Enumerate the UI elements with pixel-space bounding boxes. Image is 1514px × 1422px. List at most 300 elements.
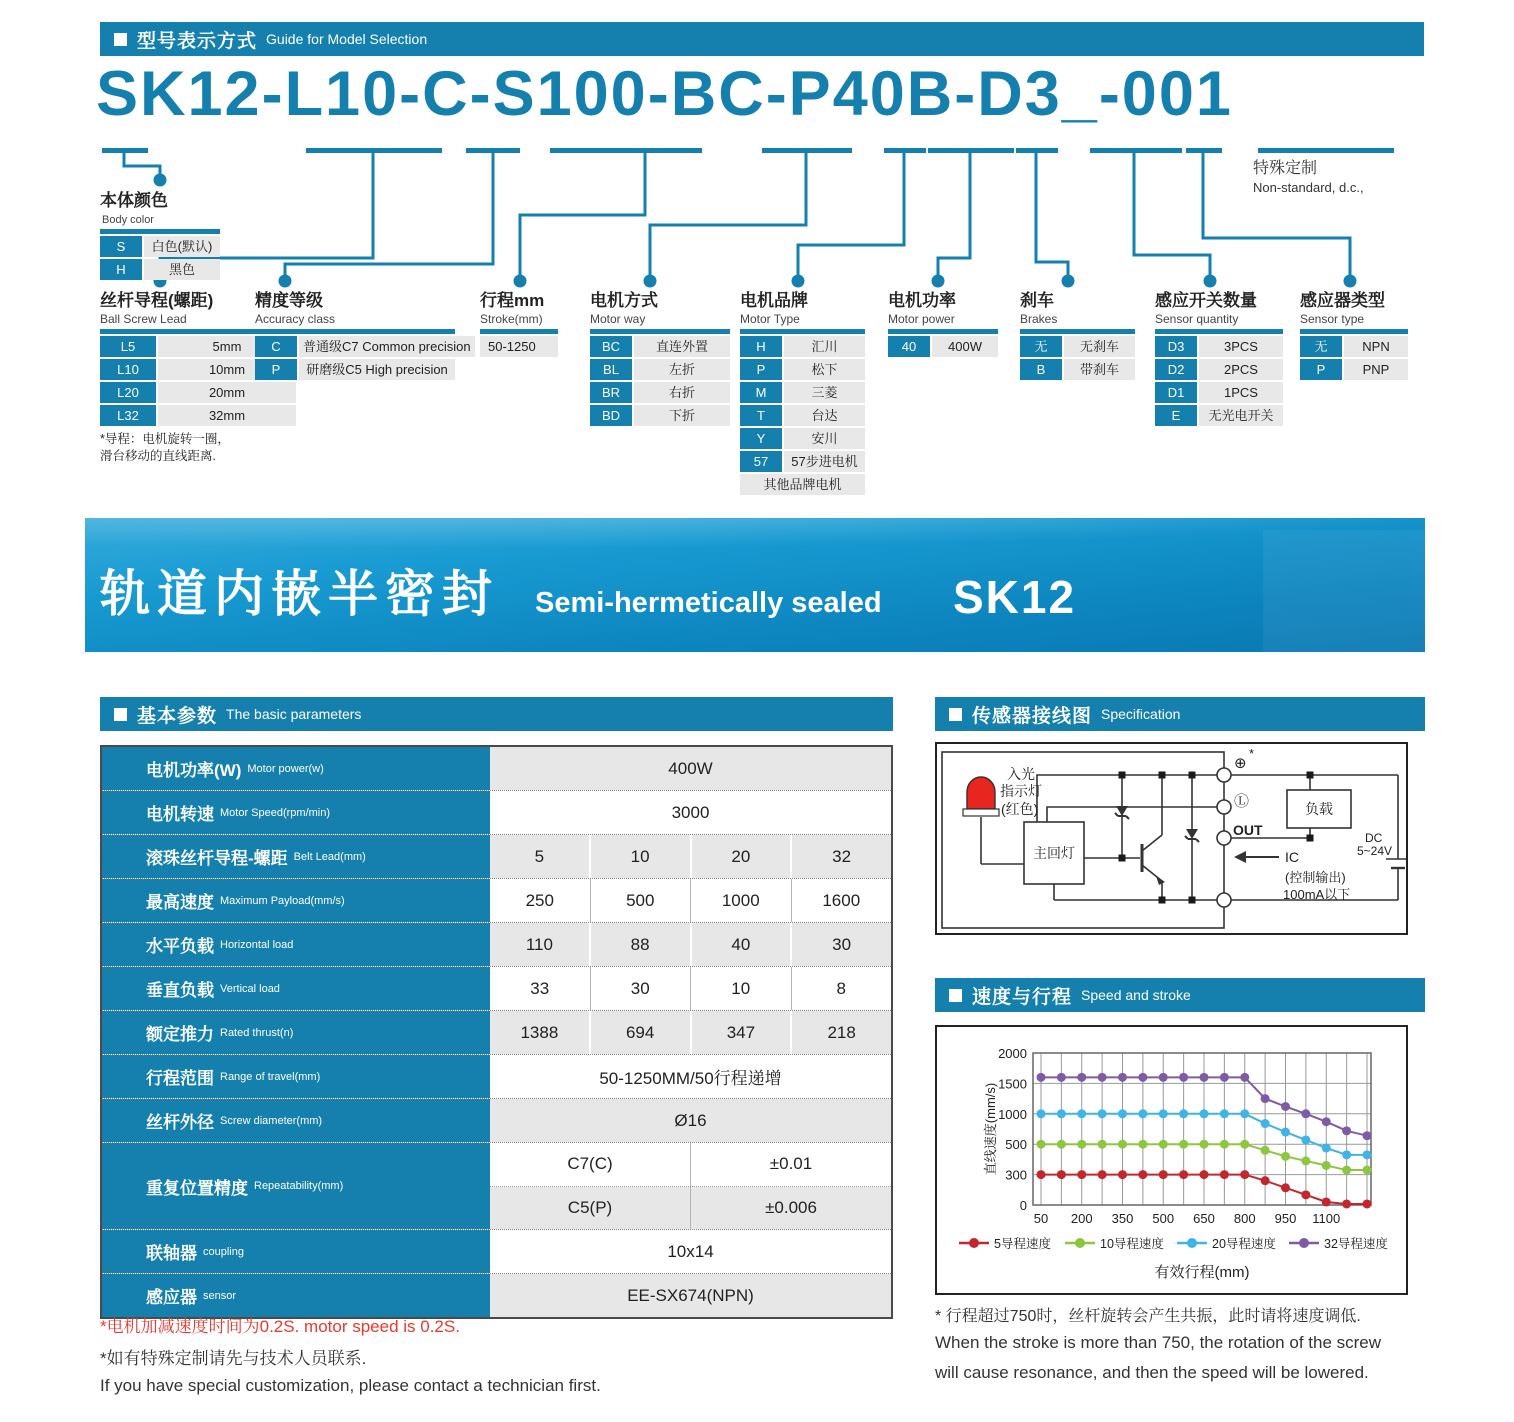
x-tick-label: 200 (1070, 1211, 1093, 1226)
params-value-cell: 110 (490, 923, 589, 966)
params-values (490, 835, 891, 878)
params-value-cell: 50-1250MM/50行程递增 (490, 1055, 891, 1098)
params-value-cell: ±0.006 (690, 1187, 891, 1230)
option-code-cell: H (100, 259, 142, 280)
option-label-cell: 黑色 (144, 259, 220, 280)
data-point (1057, 1109, 1066, 1118)
params-value-cell: EE-SX674(NPN) (490, 1274, 891, 1317)
params-label-en: Repeatability(mm) (254, 1180, 344, 1192)
data-point (1301, 1135, 1310, 1144)
data-point (1363, 1166, 1372, 1175)
option-table-topbar (1155, 329, 1283, 334)
y-axis-title: 直线速度(mm/s) (983, 1082, 998, 1176)
params-subrow (490, 1186, 891, 1230)
params-value-cell: 1600 (791, 879, 892, 922)
current-limit-label: 100mA以下 (1283, 887, 1351, 902)
params-label-en: coupling (203, 1245, 244, 1258)
params-label-en: Rated thrust(n) (220, 1026, 294, 1039)
params-row-label (102, 747, 490, 790)
params-label-zh: 水平负载 (146, 937, 214, 956)
data-point (1098, 1109, 1107, 1118)
option-table-accuracy-class (255, 286, 471, 380)
data-point (1301, 1109, 1310, 1118)
data-point (1057, 1140, 1066, 1149)
data-point (1261, 1146, 1270, 1155)
params-value-cell: 1000 (690, 879, 791, 922)
option-label-cell: NPN (1344, 336, 1408, 357)
params-values (490, 1230, 891, 1273)
option-label-cell: 400W (932, 336, 998, 357)
option-code-cell: L32 (100, 405, 156, 426)
data-point (1200, 1140, 1209, 1149)
option-table-motor-type (740, 286, 865, 495)
params-value-cell: 1388 (490, 1011, 589, 1054)
data-point (1220, 1109, 1229, 1118)
option-row (100, 405, 296, 426)
option-label-cell: 松下 (784, 359, 865, 380)
params-label-zh: 联轴器 (146, 1244, 197, 1263)
params-row (102, 790, 891, 834)
option-label-cell: 50-1250 (480, 336, 558, 357)
option-label-cell: 左折 (634, 359, 730, 380)
data-point (1342, 1150, 1351, 1159)
banner-title-zh: 轨道内嵌半密封 (100, 566, 499, 622)
data-point (1240, 1140, 1249, 1149)
option-note-line: 滑台移动的直线距离. (100, 449, 216, 463)
option-code-cell: S (100, 236, 142, 257)
data-point (1098, 1140, 1107, 1149)
option-table-brakes (1020, 286, 1135, 380)
params-label-zh: 感应器 (146, 1288, 197, 1307)
option-table-topbar (100, 229, 220, 234)
option-table-topbar (590, 329, 730, 334)
params-row-label (102, 1055, 490, 1098)
option-row (740, 405, 865, 426)
data-point (1138, 1073, 1147, 1082)
option-table-topbar (255, 329, 455, 334)
data-point (1301, 1156, 1310, 1165)
option-row (1155, 336, 1283, 357)
option-table-title-en: Motor way (590, 312, 646, 326)
option-code-cell: 无 (1020, 336, 1062, 357)
option-table-title-zh: 感应开关数量 (1155, 291, 1257, 310)
option-label-cell: 汇川 (784, 336, 865, 357)
option-label-cell: 三菱 (784, 382, 865, 403)
data-point (1179, 1109, 1188, 1118)
params-row (102, 1229, 891, 1273)
option-code-cell: L10 (100, 359, 156, 380)
option-table-stroke (480, 286, 558, 357)
data-point (1281, 1183, 1290, 1192)
option-code-cell: Y (740, 428, 782, 449)
dc-voltage-label: 5~24V (1357, 844, 1393, 858)
legend-label: 10导程速度 (1100, 1237, 1164, 1251)
params-row (102, 747, 891, 790)
sensor-wiring-diagram (937, 744, 1406, 933)
option-label-cell: PNP (1344, 359, 1408, 380)
option-table-title-en: Motor Type (740, 312, 800, 326)
led-label-line2: 指示灯 (1000, 783, 1042, 799)
option-label-cell: 2PCS (1199, 359, 1283, 380)
banner-model: SK12 (953, 571, 1077, 623)
option-code-cell: M (740, 382, 782, 403)
params-value-cell: 10x14 (490, 1230, 891, 1273)
option-table-title (1020, 286, 1135, 326)
square-bullet-icon (949, 989, 962, 1002)
option-label-cell: 无刹车 (1064, 336, 1135, 357)
out-label: OUT (1233, 822, 1263, 838)
data-point (1240, 1109, 1249, 1118)
y-tick-label: 1000 (998, 1106, 1027, 1122)
params-value-cell: 694 (589, 1011, 690, 1054)
led-label-line1: 入光 (1007, 766, 1035, 782)
control-output-label: (控制输出) (1285, 870, 1346, 885)
option-table-title-zh: 电机方式 (590, 291, 658, 310)
option-table-title (255, 286, 455, 326)
x-axis-title: 有效行程(mm) (1154, 1264, 1250, 1281)
product-banner (85, 518, 1425, 652)
params-row-label (102, 879, 490, 922)
option-code-cell: P (255, 359, 297, 380)
params-value-cell: C7(C) (490, 1143, 690, 1186)
params-value-cell: ±0.01 (690, 1143, 891, 1186)
data-point (1240, 1170, 1249, 1179)
params-subrows (490, 1143, 891, 1229)
option-footer-row (740, 474, 865, 495)
model-guide-title-zh: 型号表示方式 (137, 30, 258, 52)
note-motor-speed: *电机加减速度时间为0.2S. motor speed is 0.2S. (100, 1317, 460, 1336)
option-code-cell: D1 (1155, 382, 1197, 403)
option-row (100, 259, 220, 280)
data-point (1118, 1073, 1127, 1082)
option-table-title (888, 286, 998, 326)
terminal-star-label: * (1249, 746, 1255, 761)
option-table-title-en: Stroke(mm) (480, 312, 543, 326)
chart-note-zh: * 行程超过750时，丝杆旋转会产生共振，此时请将速度调低. (935, 1308, 1361, 1325)
option-code-cell: BR (590, 382, 632, 403)
option-table-motor-power (888, 286, 998, 357)
banner-title-en: Semi-hermetically sealed (535, 587, 882, 619)
option-code-cell: D2 (1155, 359, 1197, 380)
speed-stroke-chart (937, 1027, 1406, 1293)
option-code-cell: L20 (100, 382, 156, 403)
y-tick-label: 300 (1005, 1167, 1027, 1183)
option-code-cell: D3 (1155, 336, 1197, 357)
option-label-cell: 带刹车 (1064, 359, 1135, 380)
option-table-title-en: Sensor type (1300, 312, 1365, 326)
option-code-cell: P (740, 359, 782, 380)
params-label-en: Horizontal load (220, 938, 294, 951)
option-table-note (100, 431, 296, 465)
params-row-label (102, 967, 490, 1010)
option-code-cell: E (1155, 405, 1197, 426)
option-table-topbar (480, 329, 558, 334)
params-value-cell: 33 (490, 967, 590, 1010)
data-point (1220, 1073, 1229, 1082)
params-value-cell: 88 (589, 923, 690, 966)
params-row (102, 1098, 891, 1142)
option-table-title (100, 186, 220, 226)
data-point (1363, 1199, 1372, 1208)
params-label-en: Screw diameter(mm) (220, 1114, 323, 1127)
params-values (490, 1055, 891, 1098)
params-value-cell: 20 (690, 835, 791, 878)
params-subrow (490, 1143, 891, 1186)
option-table-topbar (1020, 329, 1135, 334)
params-label-zh: 垂直负载 (146, 981, 214, 1000)
option-table-title (480, 286, 558, 326)
data-point (1138, 1140, 1147, 1149)
option-label-cell: 白色(默认) (144, 236, 220, 257)
option-code-cell: B (1020, 359, 1062, 380)
params-row-label (102, 1099, 490, 1142)
legend-label: 5导程速度 (994, 1237, 1051, 1251)
option-label-cell: 研磨级C5 High precision (299, 359, 455, 380)
note-custom-en: If you have special customization, please contact a technician first. (100, 1376, 601, 1395)
speed-stroke-header: 速度与行程 Speed and stroke (935, 978, 1425, 1012)
terminal-l-label: Ⓛ (1234, 793, 1250, 810)
note-custom-zh: *如有特殊定制请先与技术人员联系. (100, 1349, 367, 1368)
legend-marker (1075, 1238, 1085, 1248)
params-values (490, 1011, 891, 1054)
chart-note-en2: will cause resonance, and then the speed will be lowered. (935, 1363, 1369, 1382)
option-table-motor-way (590, 286, 730, 426)
data-point (1037, 1140, 1046, 1149)
params-values (490, 879, 891, 922)
params-value-cell: 32 (790, 835, 891, 878)
params-row-label (102, 835, 490, 878)
option-row (1155, 359, 1283, 380)
option-label-cell: 无光电开关 (1199, 405, 1283, 426)
data-point (1322, 1161, 1331, 1170)
option-row (740, 382, 865, 403)
option-code-cell: T (740, 405, 782, 426)
option-table-title-zh: 本体颜色 (100, 191, 168, 210)
data-point (1200, 1109, 1209, 1118)
option-code-cell: BC (590, 336, 632, 357)
params-value-cell: 5 (490, 835, 589, 878)
basic-params-table (100, 745, 893, 1319)
option-table-body-color (100, 186, 220, 280)
params-value-cell: 10 (589, 835, 690, 878)
params-value-cell: 218 (790, 1011, 891, 1054)
option-row (1300, 336, 1408, 357)
params-row (102, 878, 891, 922)
option-table-title-en: Body color (102, 214, 154, 226)
params-label-zh: 电机功率(W) (146, 761, 242, 780)
data-point (1159, 1170, 1168, 1179)
square-bullet-icon (114, 33, 127, 46)
x-tick-label: 500 (1152, 1211, 1175, 1226)
option-label-cell: 台达 (784, 405, 865, 426)
option-table-title-en: Accuracy class (255, 312, 336, 326)
legend-marker (1299, 1238, 1309, 1248)
params-row-label (102, 923, 490, 966)
option-table-topbar (1300, 329, 1408, 334)
params-value-cell: 10 (690, 967, 791, 1010)
option-row (740, 336, 865, 357)
option-code-cell: L5 (100, 336, 156, 357)
data-point (1322, 1117, 1331, 1126)
data-point (1077, 1140, 1086, 1149)
option-table-title-en: Brakes (1020, 312, 1058, 326)
x-tick-label: 350 (1111, 1211, 1134, 1226)
data-point (1240, 1073, 1249, 1082)
option-row (1155, 405, 1283, 426)
params-label-en: Range of travel(mm) (220, 1070, 321, 1083)
option-table-sensor-type (1300, 286, 1408, 380)
y-tick-label: 0 (1019, 1198, 1027, 1213)
x-tick-label: 800 (1233, 1211, 1256, 1226)
params-row (102, 1010, 891, 1054)
option-row (590, 382, 730, 403)
option-table-sensor-quantity (1155, 286, 1283, 426)
params-label-zh: 滚珠丝杆导程-螺距 (146, 849, 288, 868)
option-table-title (1155, 286, 1283, 326)
legend-marker (969, 1238, 979, 1248)
option-code-cell: 40 (888, 336, 930, 357)
data-point (1179, 1170, 1188, 1179)
data-point (1057, 1073, 1066, 1082)
option-table-title-zh: 精度等级 (255, 291, 323, 310)
params-row (102, 966, 891, 1010)
option-table-title (590, 286, 730, 326)
square-bullet-icon (114, 708, 127, 721)
params-label-zh: 重复位置精度 (146, 1178, 248, 1198)
params-row (102, 1054, 891, 1098)
x-tick-label: 1100 (1312, 1211, 1341, 1226)
option-footer-cell: 其他品牌电机 (740, 474, 865, 495)
special-customization-label: 特殊定制 Non-standard, d.c., (1253, 160, 1364, 195)
option-label-cell: 安川 (784, 428, 865, 449)
data-point (1037, 1170, 1046, 1179)
params-row-label (102, 1143, 490, 1229)
data-point (1179, 1073, 1188, 1082)
option-row (100, 382, 296, 403)
data-point (1037, 1109, 1046, 1118)
data-point (1077, 1170, 1086, 1179)
data-point (1118, 1170, 1127, 1179)
params-values (490, 791, 891, 834)
basic-params-header: 基本参数 The basic parameters (100, 697, 893, 731)
option-code-cell: C (255, 336, 297, 357)
y-tick-label: 2000 (998, 1046, 1027, 1061)
data-point (1281, 1102, 1290, 1111)
legend-marker (1187, 1238, 1197, 1248)
data-point (1261, 1094, 1270, 1103)
option-label-cell: 5mm (158, 336, 296, 357)
terminal-plus-label: ⊕ (1234, 755, 1247, 772)
params-label-en: Motor Speed(rpm/min) (220, 806, 331, 819)
option-table-title (740, 286, 865, 326)
option-row (590, 405, 730, 426)
data-point (1159, 1109, 1168, 1118)
option-table-title-en: Motor power (888, 312, 955, 326)
legend-label: 20导程速度 (1212, 1237, 1276, 1251)
data-point (1138, 1109, 1147, 1118)
model-guide-title-en: Guide for Model Selection (266, 31, 428, 47)
option-code-cell: 57 (740, 451, 782, 472)
sensor-diagram-header: 传感器接线图 Specification (935, 697, 1425, 731)
params-value-cell: 30 (790, 923, 891, 966)
params-values (490, 747, 891, 790)
option-row (480, 336, 558, 357)
data-point (1200, 1073, 1209, 1082)
option-row (100, 236, 220, 257)
data-point (1138, 1170, 1147, 1179)
option-label-cell: 下折 (634, 405, 730, 426)
data-point (1363, 1150, 1372, 1159)
square-bullet-icon (949, 708, 962, 721)
data-point (1261, 1119, 1270, 1128)
params-value-cell: 400W (490, 747, 891, 790)
data-point (1037, 1073, 1046, 1082)
option-row (1155, 382, 1283, 403)
speed-stroke-panel (935, 1025, 1408, 1295)
data-point (1281, 1128, 1290, 1137)
option-label-cell: 1PCS (1199, 382, 1283, 403)
option-table-title-en: Sensor quantity (1155, 312, 1239, 326)
params-value-cell: 3000 (490, 791, 891, 834)
params-value-cell: 8 (791, 967, 892, 1010)
params-row-label (102, 1230, 490, 1273)
data-point (1159, 1073, 1168, 1082)
option-label-cell: 57步进电机 (784, 451, 865, 472)
option-table-title-zh: 感应器类型 (1300, 291, 1385, 310)
option-table-title (1300, 286, 1408, 326)
option-row (255, 359, 455, 380)
params-row-label (102, 1274, 490, 1317)
data-point (1077, 1109, 1086, 1118)
params-row-label (102, 1011, 490, 1054)
y-tick-label: 500 (1005, 1137, 1027, 1153)
params-values (490, 923, 891, 966)
x-tick-label: 950 (1274, 1211, 1297, 1226)
option-code-cell: 无 (1300, 336, 1342, 357)
option-label-cell: 普通级C7 Common precision (299, 336, 475, 357)
params-label-en: sensor (203, 1289, 237, 1302)
option-row (740, 428, 865, 449)
data-point (1118, 1109, 1127, 1118)
params-value-cell: 347 (690, 1011, 791, 1054)
params-row (102, 922, 891, 966)
option-table-topbar (888, 329, 998, 334)
params-row-label (102, 791, 490, 834)
params-label-zh: 额定推力 (146, 1025, 214, 1044)
params-label-en: Belt Lead(mm) (293, 850, 366, 863)
ic-label: IC (1285, 849, 1299, 865)
params-value-cell: 500 (590, 879, 691, 922)
option-table-title-en: Ball Screw Lead (100, 312, 187, 326)
data-point (1179, 1140, 1188, 1149)
option-table-topbar (740, 329, 865, 334)
y-tick-label: 1500 (998, 1076, 1027, 1092)
params-value-cell: Ø16 (490, 1099, 891, 1142)
sensor-wiring-panel (935, 742, 1408, 935)
model-guide-header (100, 22, 1424, 56)
option-code-cell: P (1300, 359, 1342, 380)
params-values (490, 967, 891, 1010)
option-table-title-zh: 刹车 (1020, 291, 1054, 310)
x-tick-label: 50 (1033, 1211, 1049, 1226)
data-point (1322, 1197, 1331, 1206)
dc-label: DC (1365, 831, 1383, 845)
data-point (1363, 1131, 1372, 1140)
data-point (1220, 1170, 1229, 1179)
params-row (102, 834, 891, 878)
option-row (255, 336, 471, 357)
option-label-cell: 10mm (158, 359, 296, 380)
